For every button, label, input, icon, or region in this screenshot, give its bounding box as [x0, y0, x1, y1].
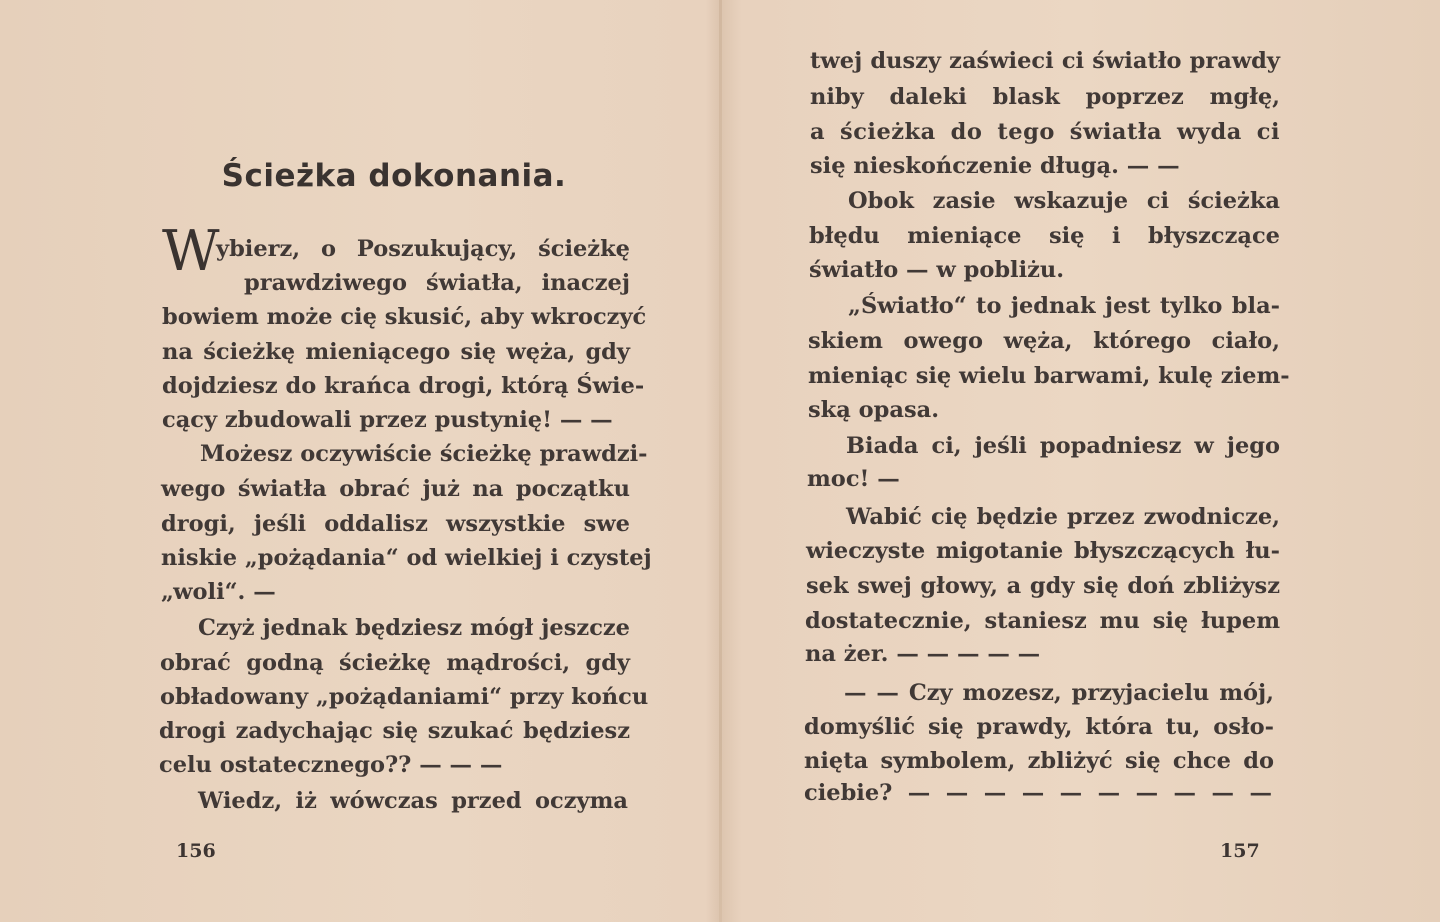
text-line: mieniąc się wielu barwami, kulę ziem- — [808, 363, 1290, 389]
text-line: sek swej głowy, a gdy się doń zbliżysz — [806, 573, 1280, 599]
text-line: cący zbudowali przez pustynię! — — — [162, 407, 613, 433]
text-line: twej duszy zaświeci ci światło prawdy — [810, 48, 1280, 74]
text-line: Biada ci, jeśli popadniesz w jego — [846, 433, 1280, 459]
text-line: drogi, jeśli oddalisz wszystkie swe — [161, 511, 630, 537]
drop-cap: W — [162, 219, 220, 284]
text-line: obrać godną ścieżkę mądrości, gdy — [160, 650, 630, 676]
text-line: światło — w pobliżu. — [809, 257, 1065, 283]
text-line: na ścieżkę mieniącego się węża, gdy — [162, 339, 630, 365]
text-line: Obok zasie wskazuje ci ścieżka — [848, 188, 1280, 214]
text-line: ciebie? — — — — — — — — — — — [804, 780, 1272, 806]
page-number: 157 — [1220, 840, 1260, 862]
text-line: Wiedz, iż wówczas przed oczyma — [198, 788, 628, 814]
text-line: niby daleki blask poprzez mgłę, — [810, 84, 1280, 110]
right-page — [804, 0, 1290, 922]
chapter-title: Ścieżka dokonania. — [221, 158, 567, 194]
text-line: a ścieżka do tego światła wyda ci — [810, 119, 1280, 145]
text-line: skiem owego węża, którego ciało, — [808, 328, 1280, 354]
text-line: błędu mieniące się i błyszczące — [809, 223, 1280, 249]
text-line: dostatecznie, staniesz mu się łupem — [805, 608, 1280, 634]
text-line: dojdziesz do krańca drogi, którą Świe- — [162, 373, 645, 399]
text-line: obładowany „pożądaniami“ przy końcu — [160, 684, 649, 710]
text-line: ybierz, o Poszukujący, ścieżkę — [216, 236, 630, 262]
text-line: Możesz oczywiście ścieżkę prawdzi- — [200, 441, 648, 467]
text-line: domyślić się prawdy, która tu, osło- — [804, 714, 1274, 740]
text-line: wieczyste migotanie błyszczących łu- — [806, 538, 1280, 564]
text-line: „woli“. — — [161, 579, 276, 605]
text-line: „Światło“ to jednak jest tylko bla- — [848, 293, 1280, 319]
text-line: niskie „pożądania“ od wielkiej i czystej — [161, 545, 652, 571]
text-line: się nieskończenie długą. — — — [810, 153, 1180, 179]
text-line: prawdziwego światła, inaczej — [244, 270, 630, 296]
text-line: — — Czy mozesz, przyjacielu mój, — [844, 680, 1274, 706]
text-line: Wabić cię będzie przez zwodnicze, — [846, 504, 1280, 530]
text-line: drogi zadychając się szukać będziesz — [159, 718, 630, 744]
page-number: 156 — [176, 840, 216, 862]
left-page — [158, 0, 652, 922]
book-gutter — [719, 0, 722, 922]
text-line: wego światła obrać już na początku — [161, 476, 630, 502]
text-line: na żer. — — — — — — [805, 641, 1041, 667]
text-line: celu ostatecznego?? — — — — [159, 752, 503, 778]
text-line: nięta symbolem, zbliżyć się chce do — [804, 748, 1274, 774]
text-line: Czyż jednak będziesz mógł jeszcze — [198, 615, 630, 641]
text-line: bowiem może cię skusić, aby wkroczyć — [162, 304, 647, 330]
text-line: ską opasa. — [808, 397, 940, 423]
text-line: moc! — — [807, 466, 900, 492]
